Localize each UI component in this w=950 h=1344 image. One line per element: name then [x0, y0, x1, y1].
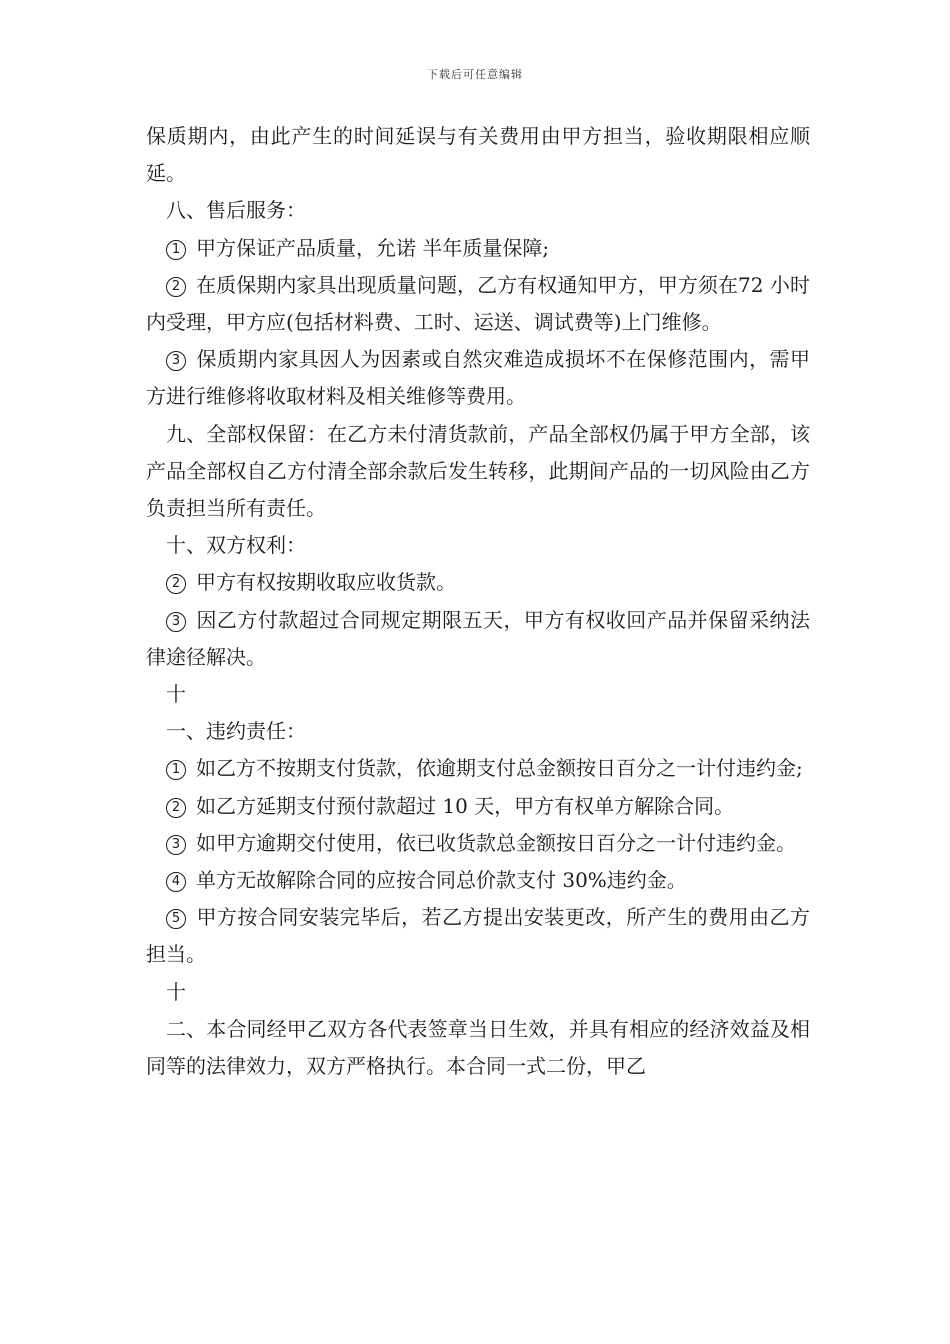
paragraph [146, 602, 810, 676]
paragraph-text: 八、售后服务： [166, 198, 306, 223]
paragraph-text: 十 [166, 979, 186, 1004]
paragraph-text: 十、双方权利： [166, 533, 306, 558]
paragraph-text: 九、全部权保留：在乙方未付清货款前，产品全部权仍属于甲方全部，该产品全部权自乙方付清全部余款后发生转移，此期间产品的一切风险由乙方负责担当所有责任。 [146, 421, 810, 521]
paragraph [146, 230, 810, 267]
circled-number-marker: 1 [166, 240, 186, 260]
paragraph-text: 如甲方逾期交付使用，依已收货款总金额按日百分之一计付违约金。 [196, 830, 796, 855]
paragraph-text: 如乙方延期支付预付款超过 10 天，甲方有权单方解除合同。 [196, 793, 735, 818]
paragraph-text: 甲方按合同安装完毕后，若乙方提出安装更改，所产生的费用由乙方担当。 [146, 905, 810, 967]
paragraph-text: 因乙方付款超过合同规定期限五天，甲方有权收回产品并保留采纳法律途径解决。 [146, 607, 810, 669]
header-note: 下载后可任意编辑 [427, 68, 523, 81]
paragraph [146, 676, 810, 713]
paragraph [146, 713, 810, 750]
paragraph [146, 564, 810, 601]
circled-number-marker: 2 [166, 798, 186, 818]
paragraph-text: 如乙方不按期支付货款，依逾期支付总金额按日百分之一计付违约金; [196, 756, 803, 781]
paragraph [146, 416, 810, 528]
paragraph [146, 527, 810, 564]
paragraph [146, 974, 810, 1011]
paragraph-text: 保质期内家具因人为因素或自然灾难造成损坏不在保修范围内，需甲方进行维修将收取材料及相关维修等费用。 [146, 347, 810, 409]
paragraph [146, 862, 810, 899]
paragraph [146, 788, 810, 825]
paragraph [146, 267, 810, 341]
circled-number-marker: 2 [166, 574, 186, 594]
circled-number-marker: 3 [166, 351, 186, 371]
paragraph [146, 1011, 810, 1085]
paragraph-text: 保质期内，由此产生的时间延误与有关费用由甲方担当，验收期限相应顺延。 [146, 124, 810, 186]
paragraph-text: 在质保期内家具出现质量问题，乙方有权通知甲方，甲方须在72 小时内受理，甲方应(包括材料费、工时、运送、调试费等)上门维修。 [146, 272, 810, 335]
circled-number-marker: 4 [166, 872, 186, 892]
paragraph-text: 二、本合同经甲乙双方各代表签章当日生效，并具有相应的经济效益及相同等的法律效力，双方严格执行。本合同一式二份，甲乙 [146, 1016, 810, 1079]
circled-number-marker: 1 [166, 760, 186, 780]
paragraph [146, 341, 810, 415]
paragraph-text: 一、违约责任： [166, 719, 306, 744]
circled-number-marker: 3 [166, 835, 186, 855]
document-body [146, 118, 810, 1085]
paragraph-text: 单方无故解除合同的应按合同总价款支付 30%违约金。 [196, 868, 687, 893]
paragraph-text: 十 [166, 682, 186, 707]
paragraph [146, 825, 810, 862]
circled-number-marker: 5 [166, 909, 186, 929]
circled-number-marker: 3 [166, 612, 186, 632]
paragraph [146, 118, 810, 192]
paragraph-text: 甲方有权按期收取应收货款。 [196, 570, 456, 595]
paragraph [146, 750, 810, 787]
paragraph-text: 甲方保证产品质量，允诺 半年质量保障; [196, 235, 550, 260]
paragraph [146, 899, 810, 973]
paragraph [146, 192, 810, 229]
circled-number-marker: 2 [166, 277, 186, 297]
